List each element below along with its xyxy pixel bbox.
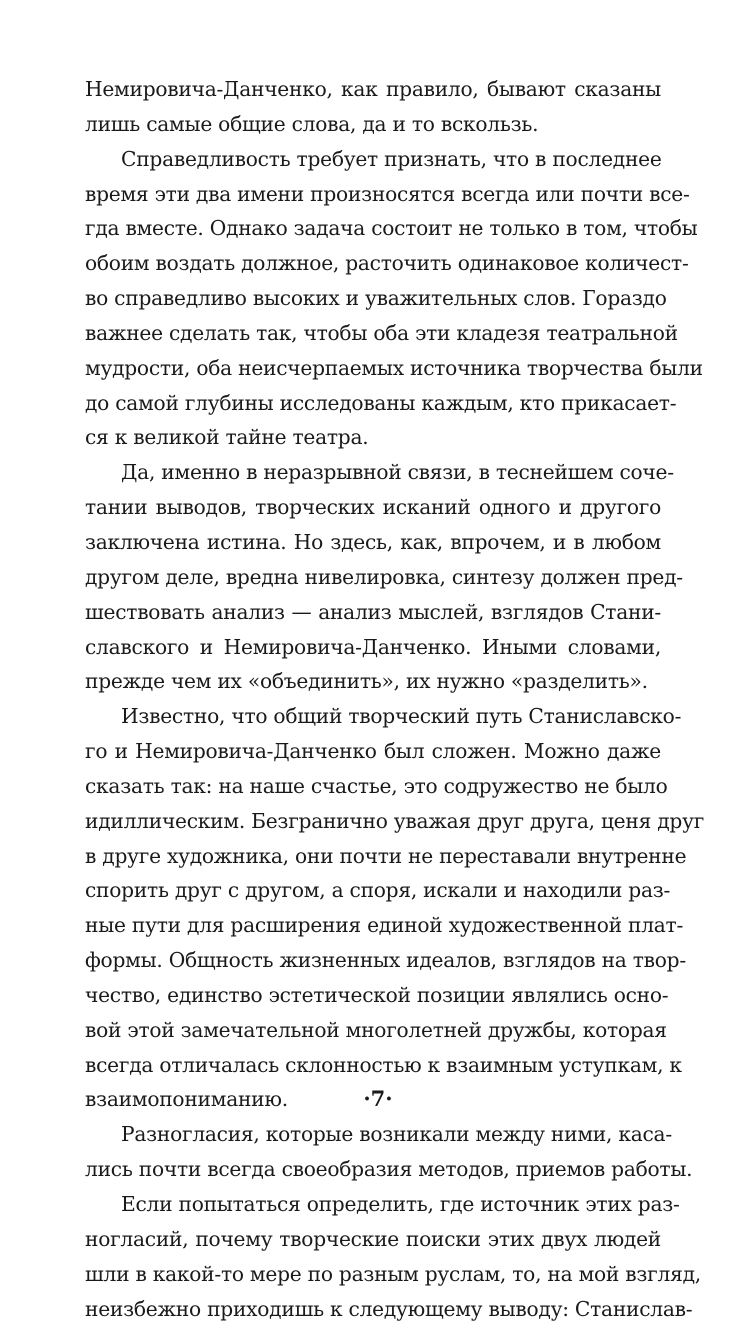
text-line: в друге художника, они почти не переставали внутренне	[85, 843, 687, 868]
text-line: спорить друг с другом, а споря, искали и находили раз-	[85, 878, 671, 903]
text-line: Разногласия, которые возникали между ними, каса-	[121, 1122, 672, 1147]
text-line: Немировича-Данченко, как правило, бывают сказаны	[85, 77, 661, 101]
paragraph	[85, 142, 703, 456]
text-line: чество, единство эстетической позиции являлись осно-	[85, 982, 669, 1007]
text-line: неизбежно приходишь к следующему выводу: Станислав-	[85, 1296, 693, 1321]
text-line: сказать так: на наше счастье, это содружество не было	[85, 773, 668, 798]
body-text	[85, 72, 705, 1326]
text-line: время эти два имени произносятся всегда или почти все-	[85, 181, 690, 206]
text-line: шли в какой-то мере по разным руслам, то, на мой взгляд,	[85, 1261, 701, 1286]
text-line: лишь самые общие слова, да и то вскользь.	[85, 111, 539, 136]
text-line: Если попытаться определить, где источник этих раз-	[121, 1192, 680, 1216]
paragraph	[85, 1117, 693, 1187]
paragraph	[85, 455, 683, 699]
page-number: ·7·	[363, 1086, 393, 1111]
text-line: всегда отличалась склонностью к взаимным уступкам, к	[85, 1052, 682, 1077]
text-line: обоим воздать должное, расточить одинаковое количест-	[85, 251, 689, 276]
text-line: важнее сделать так, чтобы оба эти кладезя театральной	[85, 320, 678, 345]
text-line: формы. Общность жизненных идеалов, взглядов на твор-	[85, 948, 686, 973]
text-line: Известно, что общий творческий путь Станиславско-	[121, 704, 682, 729]
text-line: тании выводов, творческих исканий одного и другого	[85, 495, 661, 520]
text-line: до самой глубины исследованы каждым, кто прикасает-	[85, 390, 677, 415]
text-line: идиллическим. Безгранично уважая друг друга, ценя друг	[85, 808, 705, 833]
text-line: ногласий, почему творческие поиски этих двух людей	[85, 1226, 661, 1251]
text-line: заключена истина. Но здесь, как, впрочем, и в любом	[85, 529, 661, 554]
text-line: ся к великой тайне театра.	[85, 425, 369, 450]
text-line: го и Немировича-Данченко был сложен. Можно даже	[85, 739, 661, 764]
paragraph	[85, 699, 705, 1117]
text-line: лись почти всегда своеобразия методов, приемов работы.	[85, 1157, 693, 1182]
text-line: ные пути для расширения единой художественной плат-	[85, 913, 684, 938]
text-line: вой этой замечательной многолетней дружбы, которая	[85, 1017, 667, 1042]
text-line: другом деле, вредна нивелировка, синтезу должен пред-	[85, 564, 683, 589]
text-line: шествовать анализ — анализ мыслей, взглядов Стани-	[85, 599, 661, 624]
text-line: Да, именно в неразрывной связи, в теснейшем соче-	[121, 460, 674, 485]
text-line: славского и Немировича-Данченко. Иными словами,	[85, 634, 661, 659]
text-line: взаимопониманию.	[85, 1087, 288, 1112]
text-line: во справедливо высоких и уважительных слов. Гораздо	[85, 286, 667, 311]
text-line: гда вместе. Однако задача состоит не только в том, чтобы	[85, 216, 698, 241]
text-line: прежде чем их «объединить», их нужно «разделить».	[85, 669, 648, 694]
paragraph	[85, 1187, 701, 1326]
text-line: мудрости, оба неисчерпаемых источника творчества были	[85, 355, 703, 380]
text-line: Справедливость требует признать, что в последнее	[121, 146, 662, 171]
paragraph	[85, 72, 661, 142]
